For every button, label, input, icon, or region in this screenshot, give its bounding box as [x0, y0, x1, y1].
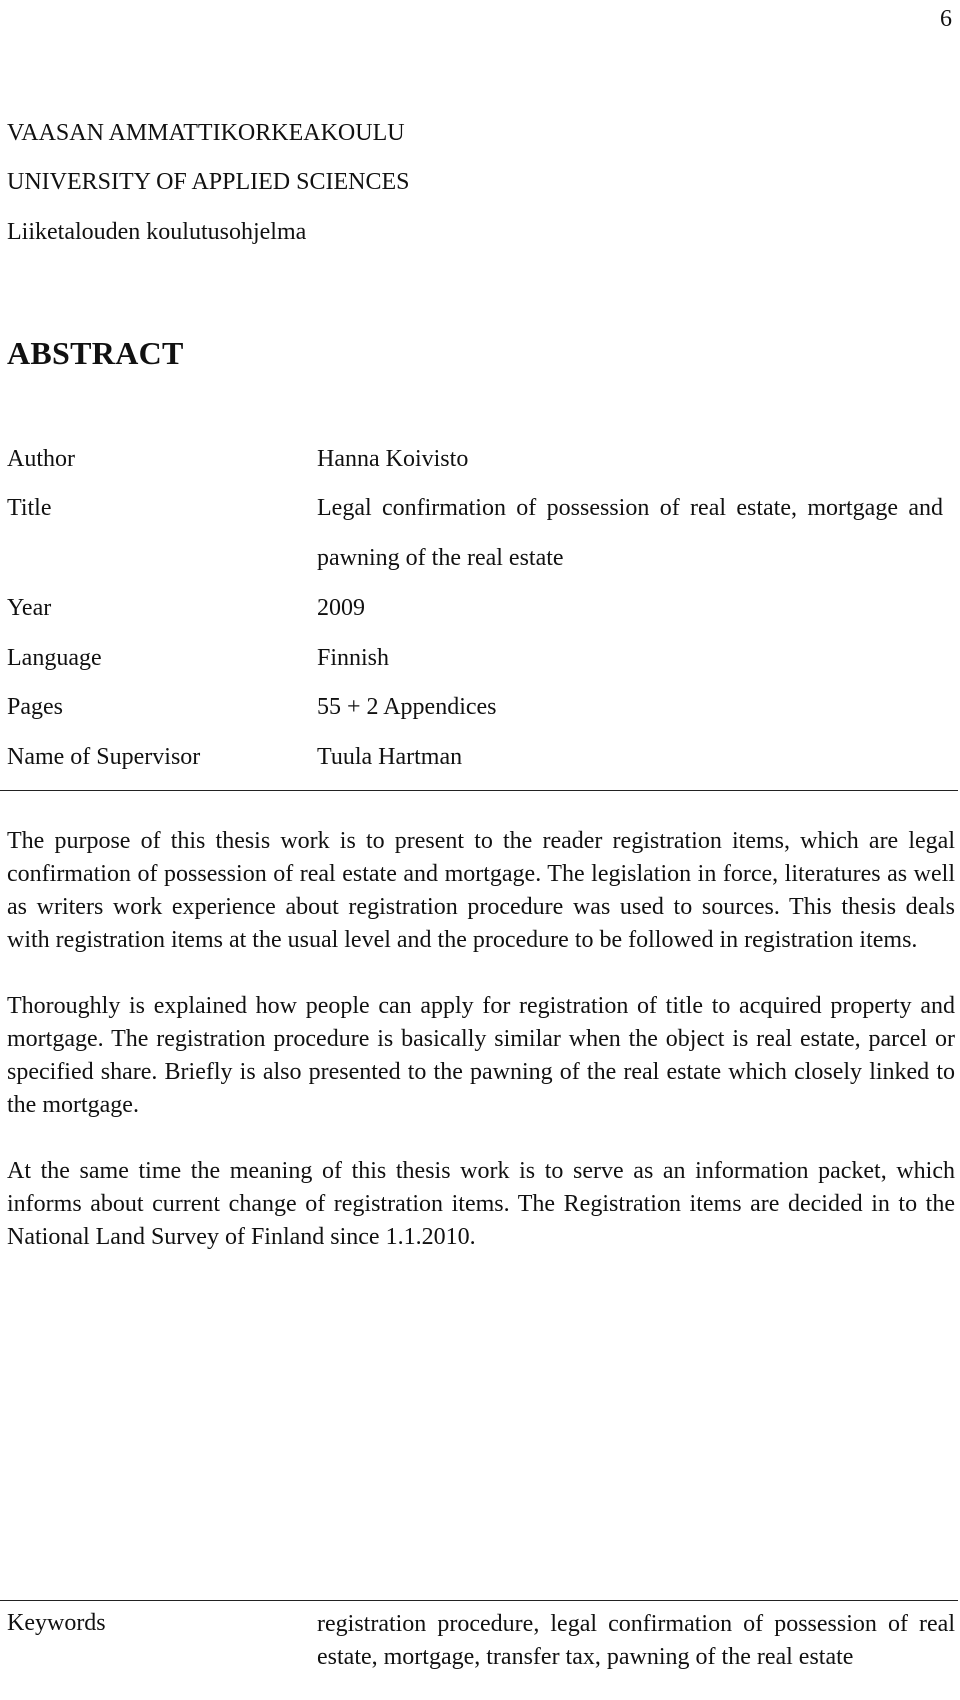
- abstract-heading: ABSTRACT: [7, 335, 184, 371]
- language-value: Finnish: [317, 645, 390, 671]
- supervisor-value: Tuula Hartman: [317, 744, 463, 770]
- section-divider: [0, 790, 958, 791]
- keywords-divider: [0, 1600, 958, 1601]
- keywords-value: registration procedure, legal confirmation of possession of real estate, mortgage, transfer tax, pawning of the real estate: [317, 1611, 955, 1670]
- year-label: Year: [7, 595, 52, 621]
- author-label: Author: [7, 446, 75, 472]
- keywords-label: Keywords: [7, 1610, 106, 1636]
- institution-name-finnish: VAASAN AMMATTIKORKEAKOULU: [7, 120, 405, 146]
- abstract-paragraph-3: At the same time the meaning of this thesis work is to serve as an information packet, which informs about current change of registration items. The Registration items are decided in to the National Land Survey of Finland since 1.1.2010.: [7, 1158, 955, 1250]
- abstract-body: [7, 825, 955, 1287]
- language-label: Language: [7, 645, 102, 671]
- title-label: Title: [7, 495, 52, 521]
- abstract-paragraph-2: Thoroughly is explained how people can apply for registration of title to acquired property and mortgage. The registration procedure is basically similar when the object is real estate, parcel or specified share. Briefly is also presented to the pawning of the real estate which closely linked to the mortgage.: [7, 993, 955, 1118]
- pages-label: Pages: [7, 694, 63, 720]
- page-number: 6: [940, 6, 952, 32]
- pages-value: 55 + 2 Appendices: [317, 694, 497, 720]
- degree-programme: Liiketalouden koulutusohjelma: [7, 219, 307, 245]
- year-value: 2009: [317, 595, 365, 621]
- title-value: Legal confirmation of possession of real estate, mortgage and pawning of the real estate: [317, 495, 943, 571]
- institution-name-english: UNIVERSITY OF APPLIED SCIENCES: [7, 169, 410, 195]
- abstract-paragraph-1: The purpose of this thesis work is to present to the reader registration items, which are legal confirmation of possession of real estate and mortgage. The legislation in force, literatures as well as writers work experience about registration procedure was used to sources. This thesis deals with registration items at the usual level and the procedure to be followed in registration items.: [7, 828, 955, 953]
- author-value: Hanna Koivisto: [317, 446, 469, 472]
- supervisor-label: Name of Supervisor: [7, 744, 201, 770]
